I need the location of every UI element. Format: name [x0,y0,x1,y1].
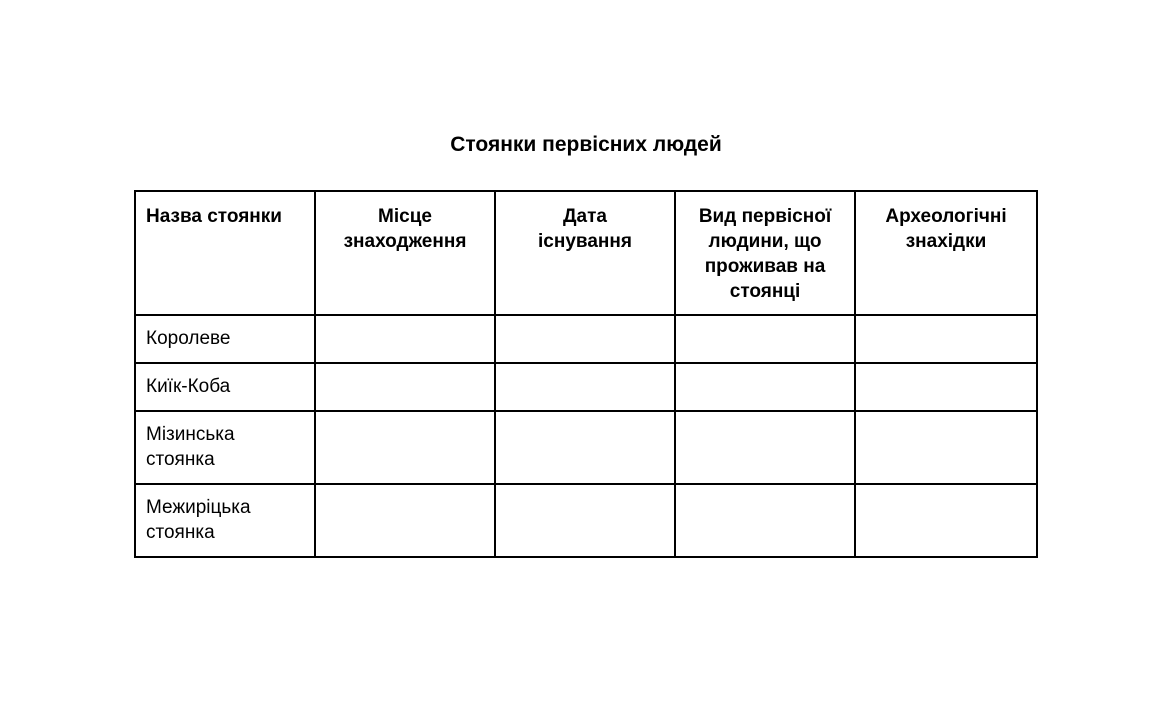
site-name-cell: Мізинська стоянка [135,411,315,484]
header-site-name: Назва стоянки [135,191,315,315]
sites-table [134,190,1038,558]
table-row [135,484,1037,557]
finds-cell[interactable] [855,484,1037,557]
location-cell[interactable] [315,363,495,411]
human-type-cell[interactable] [675,411,855,484]
table-row [135,411,1037,484]
header-date: Дата існування [495,191,675,315]
site-name-cell: Межиріцька стоянка [135,484,315,557]
header-location: Місце знаходження [315,191,495,315]
location-cell[interactable] [315,484,495,557]
header-finds: Археологічні знахідки [855,191,1037,315]
date-cell[interactable] [495,484,675,557]
table-row [135,363,1037,411]
location-cell[interactable] [315,315,495,363]
site-name-cell: Королеве [135,315,315,363]
table-header-row [135,191,1037,315]
page-title: Стоянки первісних людей [450,133,722,156]
location-cell[interactable] [315,411,495,484]
finds-cell[interactable] [855,363,1037,411]
human-type-cell[interactable] [675,363,855,411]
finds-cell[interactable] [855,315,1037,363]
site-name-cell: Киїк-Коба [135,363,315,411]
finds-cell[interactable] [855,411,1037,484]
table-row [135,315,1037,363]
human-type-cell[interactable] [675,484,855,557]
header-human-type: Вид первісної людини, що проживав на стоянці [675,191,855,315]
date-cell[interactable] [495,363,675,411]
human-type-cell[interactable] [675,315,855,363]
date-cell[interactable] [495,411,675,484]
date-cell[interactable] [495,315,675,363]
